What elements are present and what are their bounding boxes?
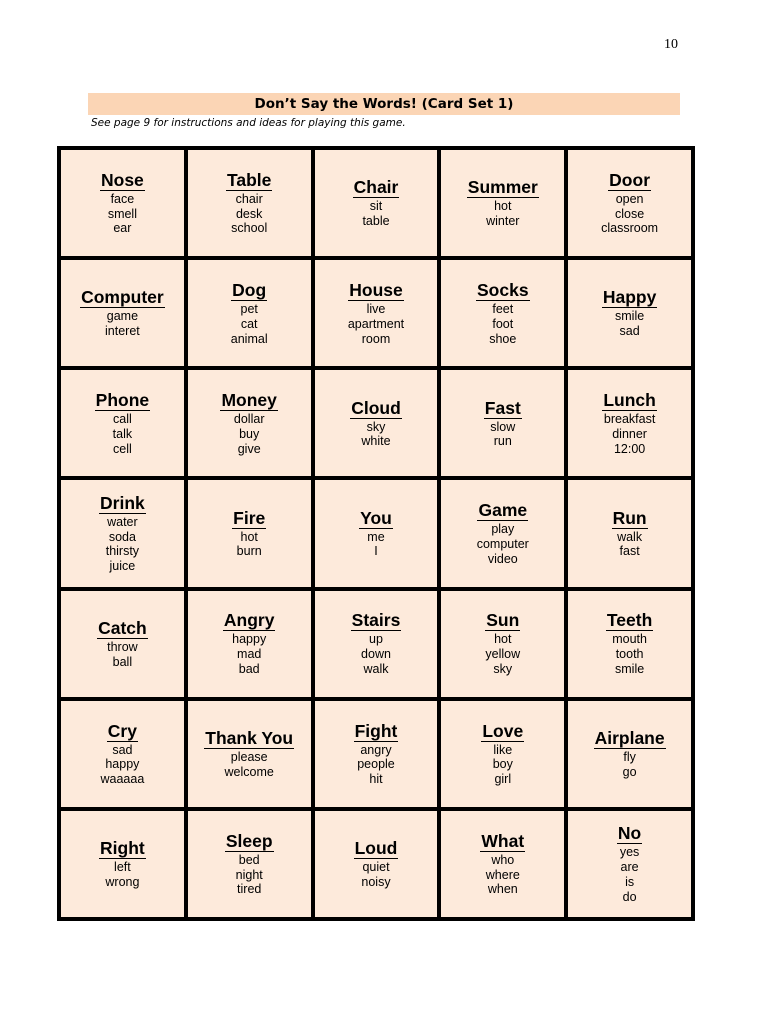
card-word: Fight	[354, 720, 398, 741]
card-word: Love	[482, 720, 524, 741]
word-card	[60, 369, 185, 477]
word-card	[60, 700, 185, 808]
word-card	[187, 369, 312, 477]
page-title: Don’t Say the Words! (Card Set 1)	[254, 96, 514, 112]
page-number: 10	[664, 37, 678, 52]
word-card	[440, 810, 565, 918]
card-clue: hot	[240, 529, 258, 544]
card-word: Summer	[467, 177, 538, 198]
card-clue: tired	[237, 882, 262, 897]
word-card	[567, 700, 692, 808]
card-clue: breakfast	[603, 412, 656, 427]
card-clue: are	[620, 860, 639, 875]
card-word: Teeth	[606, 610, 653, 631]
word-card	[60, 810, 185, 918]
card-clue: interet	[105, 324, 140, 339]
card-word: Stairs	[351, 610, 401, 631]
card-clue: run	[493, 434, 512, 449]
card-word: What	[481, 830, 525, 851]
card-word: Nose	[101, 169, 144, 190]
word-card	[187, 259, 312, 367]
card-clue: hot	[494, 199, 512, 214]
card-word: House	[349, 280, 403, 301]
word-card	[60, 259, 185, 367]
word-card	[60, 149, 185, 257]
card-word: Lunch	[603, 390, 656, 411]
card-clue: play	[491, 522, 515, 537]
card-clue: mad	[237, 647, 262, 662]
card-clue: school	[231, 221, 268, 236]
card-clue: walk	[617, 529, 643, 544]
card-clue: video	[487, 551, 518, 566]
card-word: You	[360, 507, 392, 528]
card-clue: winter	[486, 214, 520, 229]
card-clue: angry	[360, 742, 392, 757]
word-card	[567, 369, 692, 477]
card-clue: fly	[623, 749, 636, 764]
card-clue: computer	[476, 537, 529, 552]
card-clue: open	[615, 191, 644, 206]
card-clue: shoe	[489, 331, 517, 346]
card-clue: please	[230, 749, 268, 764]
word-card	[440, 700, 565, 808]
word-card	[567, 479, 692, 587]
card-clue: fast	[619, 544, 640, 559]
card-clue: foot	[492, 316, 514, 331]
card-clue: apartment	[347, 316, 405, 331]
card-clue: smile	[615, 662, 645, 677]
card-clue: night	[235, 867, 263, 882]
card-clue: yellow	[485, 647, 521, 662]
card-clue: desk	[235, 206, 263, 221]
card-clue: soda	[108, 529, 136, 544]
card-clue: dinner	[612, 426, 647, 441]
word-card	[567, 590, 692, 698]
card-word: Sun	[486, 610, 520, 631]
word-card	[440, 479, 565, 587]
card-clue: is	[625, 874, 635, 889]
card-clue: like	[493, 742, 513, 757]
card-word: Fast	[484, 397, 521, 418]
card-clue: welcome	[224, 764, 274, 779]
card-word: Sleep	[225, 830, 273, 851]
card-word: Game	[478, 500, 528, 521]
word-card	[440, 369, 565, 477]
card-word: Computer	[81, 287, 164, 308]
card-clue: people	[357, 757, 395, 772]
card-word: Run	[612, 507, 647, 528]
word-card	[567, 149, 692, 257]
card-clue: slow	[490, 419, 516, 434]
card-clue: give	[237, 441, 261, 456]
title-bar	[88, 93, 680, 115]
word-card	[187, 700, 312, 808]
card-grid	[57, 146, 695, 921]
word-card	[187, 810, 312, 918]
card-clue: 12:00	[613, 441, 646, 456]
card-clue: noisy	[361, 874, 391, 889]
card-clue: sky	[366, 419, 386, 434]
card-clue: juice	[109, 559, 136, 574]
card-clue: pet	[240, 302, 258, 317]
card-word: Fire	[233, 507, 266, 528]
card-word: Money	[221, 390, 277, 411]
card-clue: go	[622, 764, 637, 779]
card-clue: cell	[113, 441, 132, 456]
card-clue: feet	[492, 302, 514, 317]
card-clue: I	[374, 544, 378, 559]
card-word: Airplane	[594, 727, 665, 748]
card-word: Thank You	[205, 727, 294, 748]
card-clue: boy	[492, 757, 513, 772]
card-word: Door	[609, 169, 650, 190]
instructions-text: See page 9 for instructions and ideas for playing this game.	[91, 117, 406, 129]
card-clue: throw	[107, 639, 138, 654]
card-clue: where	[485, 867, 520, 882]
word-card	[314, 479, 439, 587]
card-clue: who	[491, 852, 515, 867]
card-clue: bad	[238, 662, 260, 677]
card-clue: sad	[112, 742, 133, 757]
card-clue: ball	[112, 654, 133, 669]
word-card	[440, 149, 565, 257]
word-card	[314, 369, 439, 477]
word-card	[440, 590, 565, 698]
word-card	[60, 590, 185, 698]
card-clue: room	[361, 331, 391, 346]
card-clue: ear	[113, 221, 132, 236]
word-card	[60, 479, 185, 587]
card-clue: smell	[107, 206, 137, 221]
word-card	[314, 590, 439, 698]
card-clue: close	[615, 206, 645, 221]
word-card	[314, 700, 439, 808]
word-card	[567, 259, 692, 367]
word-card	[314, 259, 439, 367]
card-clue: hot	[494, 632, 512, 647]
card-clue: sky	[493, 662, 513, 677]
card-clue: sad	[619, 324, 640, 339]
card-clue: live	[366, 302, 386, 317]
card-word: Dog	[232, 280, 267, 301]
card-clue: bed	[238, 852, 260, 867]
card-clue: down	[361, 647, 391, 662]
card-clue: happy	[105, 757, 140, 772]
card-clue: white	[361, 434, 391, 449]
card-clue: smile	[615, 309, 645, 324]
card-clue: wrong	[105, 874, 140, 889]
card-word: Angry	[223, 610, 275, 631]
word-card	[187, 590, 312, 698]
card-clue: girl	[494, 772, 512, 787]
card-clue: sit	[369, 199, 383, 214]
card-clue: face	[110, 191, 135, 206]
card-clue: walk	[363, 662, 389, 677]
card-clue: table	[362, 214, 390, 229]
word-card	[187, 149, 312, 257]
card-word: Right	[100, 838, 145, 859]
word-card	[567, 810, 692, 918]
card-word: Loud	[354, 838, 398, 859]
card-clue: water	[107, 514, 138, 529]
card-word: Phone	[95, 390, 150, 411]
card-word: Socks	[477, 280, 529, 301]
card-word: Happy	[602, 287, 657, 308]
card-word: Cry	[107, 720, 137, 741]
card-word: Drink	[100, 492, 145, 513]
card-clue: burn	[236, 544, 262, 559]
card-clue: hit	[369, 772, 383, 787]
card-clue: cat	[240, 316, 258, 331]
card-clue: call	[113, 412, 132, 427]
word-card	[314, 810, 439, 918]
card-word: Chair	[353, 177, 399, 198]
card-clue: left	[114, 860, 131, 875]
card-clue: classroom	[601, 221, 659, 236]
card-word: Catch	[98, 617, 147, 638]
card-clue: game	[106, 309, 139, 324]
card-clue: mouth	[612, 632, 647, 647]
card-clue: quiet	[362, 860, 390, 875]
card-clue: talk	[112, 426, 133, 441]
word-card	[314, 149, 439, 257]
card-clue: up	[369, 632, 383, 647]
card-clue: do	[622, 889, 637, 904]
card-clue: thirsty	[105, 544, 140, 559]
card-clue: yes	[619, 845, 640, 860]
card-word: No	[617, 823, 642, 844]
card-clue: animal	[230, 331, 268, 346]
card-clue: me	[367, 529, 385, 544]
card-word: Table	[226, 169, 272, 190]
word-card	[440, 259, 565, 367]
word-card	[187, 479, 312, 587]
card-clue: dollar	[233, 412, 265, 427]
card-clue: waaaaa	[100, 772, 145, 787]
card-clue: happy	[232, 632, 267, 647]
card-clue: tooth	[615, 647, 644, 662]
card-clue: buy	[239, 426, 260, 441]
card-clue: chair	[235, 191, 263, 206]
card-clue: when	[487, 882, 518, 897]
card-word: Cloud	[351, 397, 401, 418]
